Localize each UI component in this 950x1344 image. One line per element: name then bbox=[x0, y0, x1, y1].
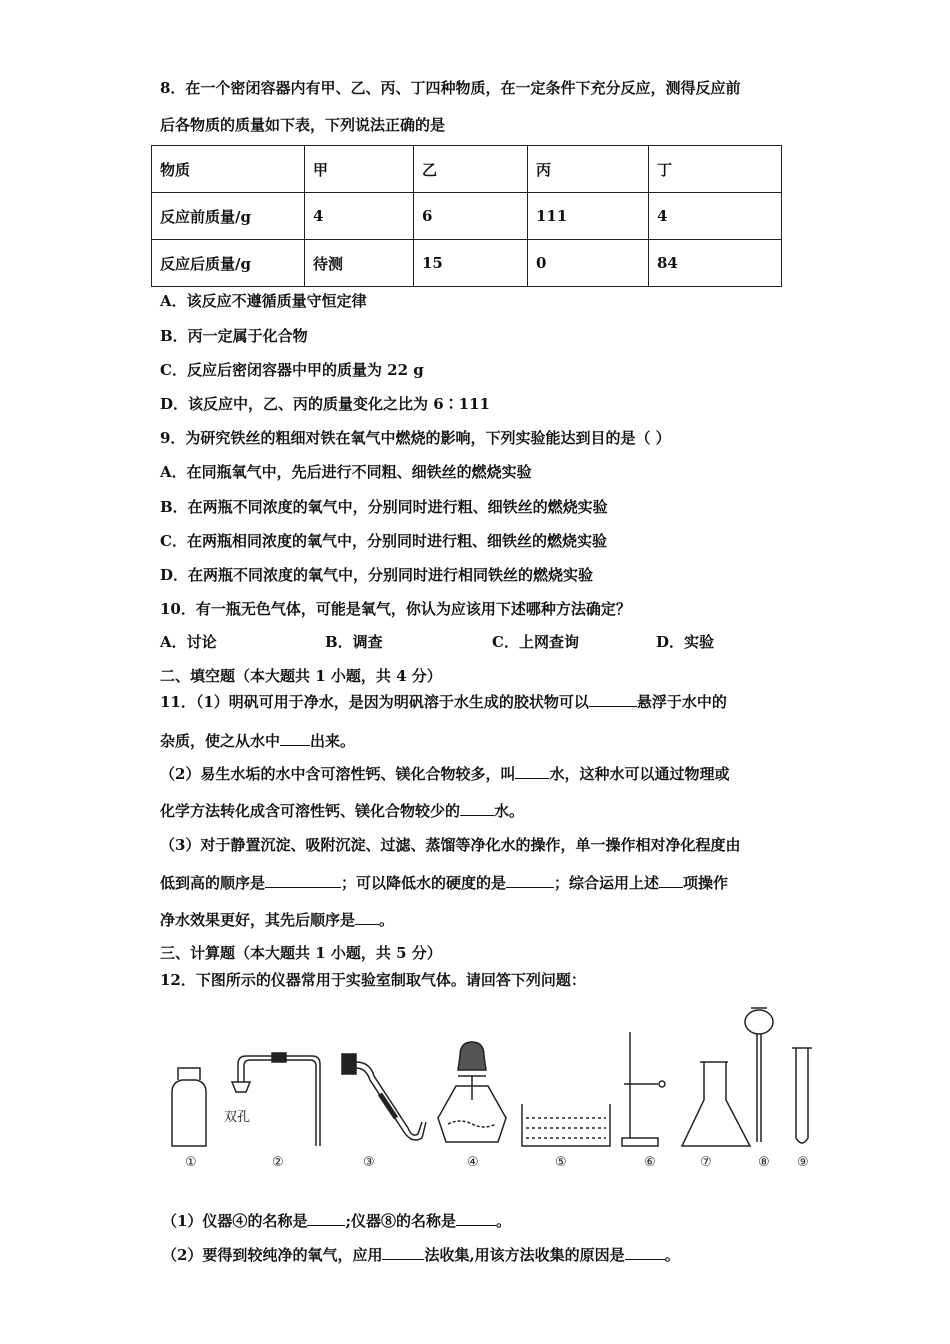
q11-line1 bbox=[160, 692, 727, 712]
q12-stem: 12．下图所示的仪器常用于实验室制取气体。请回答下列问题： bbox=[160, 971, 586, 989]
answer-blank[interactable] bbox=[456, 1211, 496, 1226]
apparatus-label: ④ bbox=[467, 1155, 479, 1170]
table-cell: 0 bbox=[528, 240, 649, 287]
text: 。 bbox=[664, 1246, 680, 1264]
answer-blank[interactable] bbox=[506, 873, 554, 888]
answer-blank[interactable] bbox=[265, 873, 341, 888]
text: 低到高的顺序是 bbox=[160, 874, 266, 892]
alcohol-lamp-icon bbox=[438, 1042, 506, 1142]
text: 水。 bbox=[494, 802, 525, 820]
q11-line2 bbox=[160, 731, 355, 751]
table-cell: 6 bbox=[414, 193, 528, 240]
q10-option-d: D．实验 bbox=[656, 633, 715, 651]
answer-blank[interactable] bbox=[355, 910, 379, 925]
q8-data-table bbox=[151, 145, 782, 287]
text: ；综合运用上述 bbox=[554, 874, 660, 892]
q9-option-b: B．在两瓶不同浓度的氧气中，分别同时进行粗、细铁丝的燃烧实验 bbox=[160, 498, 608, 516]
text: 。 bbox=[496, 1212, 512, 1230]
text: 净水效果更好，其先后顺序是 bbox=[160, 911, 356, 929]
q8-option-b: B．丙一定属于化合物 bbox=[160, 327, 308, 345]
text: 杂质，使之从水中 bbox=[160, 732, 281, 750]
apparatus-label: ⑧ bbox=[758, 1155, 770, 1170]
q11-line4 bbox=[160, 801, 524, 821]
answer-blank[interactable] bbox=[659, 873, 683, 888]
q8-stem-line2: 后各物质的质量如下表，下列说法正确的是 bbox=[160, 116, 446, 134]
table-row bbox=[152, 240, 782, 287]
apparatus-label: ⑨ bbox=[797, 1155, 809, 1170]
text: 出来。 bbox=[310, 732, 356, 750]
answer-blank[interactable] bbox=[307, 1211, 345, 1226]
text: （2）易生水垢的水中含可溶性钙、镁化合物较多，叫 bbox=[160, 765, 516, 783]
text: 法收集,用该方法收集的原因是 bbox=[424, 1246, 625, 1264]
q9-stem: 9．为研究铁丝的粗细对铁在氧气中燃烧的影响，下列实验能达到目的是（ ） bbox=[160, 429, 671, 447]
lab-apparatus-figure bbox=[160, 1000, 820, 1180]
answer-blank[interactable] bbox=[382, 1245, 424, 1260]
table-header-cell: 丙 bbox=[528, 146, 649, 193]
q12-part2 bbox=[162, 1245, 680, 1265]
q10-stem: 10．有一瓶无色气体，可能是氧气，你认为应该用下述哪种方法确定？ bbox=[160, 600, 631, 618]
text: ；可以降低水的硬度的是 bbox=[341, 874, 507, 892]
table-cell: 84 bbox=[649, 240, 782, 287]
q11-line6 bbox=[160, 873, 728, 893]
table-header-cell: 乙 bbox=[414, 146, 528, 193]
apparatus-label: ③ bbox=[363, 1155, 375, 1170]
text: （1）仪器④的名称是 bbox=[162, 1212, 308, 1230]
table-header-row bbox=[152, 146, 782, 193]
text: 。 bbox=[379, 911, 395, 929]
q12-part1 bbox=[162, 1211, 511, 1231]
q8-option-c: C．反应后密闭容器中甲的质量为 22 g bbox=[160, 361, 424, 379]
answer-blank[interactable] bbox=[625, 1245, 665, 1260]
text: 化学方法转化成含可溶性钙、镁化合物较少的 bbox=[160, 802, 461, 820]
section-3-heading: 三、计算题（本大题共 1 小题，共 5 分） bbox=[160, 944, 442, 962]
text: 水，这种水可以通过物理或 bbox=[549, 765, 730, 783]
test-tube-icon bbox=[792, 1048, 812, 1143]
apparatus-label: ⑤ bbox=[555, 1155, 567, 1170]
table-header-cell: 物质 bbox=[152, 146, 305, 193]
apparatus-label: ⑥ bbox=[644, 1155, 656, 1170]
text: 项操作 bbox=[683, 874, 729, 892]
answer-blank[interactable] bbox=[515, 764, 549, 779]
answer-blank[interactable] bbox=[280, 731, 310, 746]
text: （2）要得到较纯净的氧气，应用 bbox=[162, 1246, 383, 1264]
q9-option-d: D．在两瓶不同浓度的氧气中，分别同时进行相同铁丝的燃烧实验 bbox=[160, 566, 594, 584]
table-row bbox=[152, 193, 782, 240]
q8-stem-line1: 8．在一个密闭容器内有甲、乙、丙、丁四种物质，在一定条件下充分反应，测得反应前 bbox=[160, 79, 741, 97]
text: 悬浮于水中的 bbox=[636, 693, 727, 711]
table-cell: 4 bbox=[649, 193, 782, 240]
water-trough-icon bbox=[522, 1104, 610, 1146]
q9-option-a: A．在同瓶氧气中，先后进行不同粗、细铁丝的燃烧实验 bbox=[160, 463, 532, 481]
fig-label-text: 双孔 bbox=[224, 1110, 251, 1125]
table-cell: 待测 bbox=[305, 240, 414, 287]
q10-option-a: A．讨论 bbox=[160, 633, 217, 651]
q9-option-c: C．在两瓶相同浓度的氧气中，分别同时进行粗、细铁丝的燃烧实验 bbox=[160, 532, 607, 550]
gas-bottle-icon bbox=[172, 1068, 206, 1146]
table-cell: 反应后质量/g bbox=[152, 240, 305, 287]
section-2-heading: 二、填空题（本大题共 1 小题，共 4 分） bbox=[160, 667, 442, 685]
table-header-cell: 甲 bbox=[305, 146, 414, 193]
table-cell: 111 bbox=[528, 193, 649, 240]
apparatus-label: ⑦ bbox=[700, 1155, 712, 1170]
q11-line3 bbox=[160, 764, 729, 784]
table-cell: 4 bbox=[305, 193, 414, 240]
table-cell: 反应前质量/g bbox=[152, 193, 305, 240]
q10-option-b: B．调查 bbox=[325, 633, 383, 651]
answer-blank[interactable] bbox=[589, 692, 637, 707]
q10-option-c: C．上网查询 bbox=[492, 633, 579, 651]
table-cell: 15 bbox=[414, 240, 528, 287]
long-neck-funnel-icon bbox=[745, 1008, 773, 1142]
text: 11．（1）明矾可用于净水，是因为明矾溶于水生成的胶状物可以 bbox=[160, 693, 589, 711]
rubber-tube-connector-icon bbox=[342, 1054, 426, 1140]
q11-line7 bbox=[160, 910, 394, 930]
apparatus-label: ① bbox=[185, 1155, 197, 1170]
q8-option-d: D．该反应中，乙、丙的质量变化之比为 6∶111 bbox=[160, 395, 490, 413]
iron-stand-icon bbox=[622, 1032, 665, 1146]
text: ;仪器⑧的名称是 bbox=[345, 1212, 456, 1230]
table-header-cell: 丁 bbox=[649, 146, 782, 193]
apparatus-label: ② bbox=[272, 1155, 284, 1170]
answer-blank[interactable] bbox=[460, 801, 494, 816]
conical-flask-icon bbox=[682, 1062, 750, 1146]
q8-option-a: A．该反应不遵循质量守恒定律 bbox=[160, 292, 367, 310]
q11-line5: （3）对于静置沉淀、吸附沉淀、过滤、蒸馏等净化水的操作，单一操作相对净化程度由 bbox=[160, 836, 741, 854]
two-hole-stopper-tube-icon bbox=[224, 1053, 320, 1146]
